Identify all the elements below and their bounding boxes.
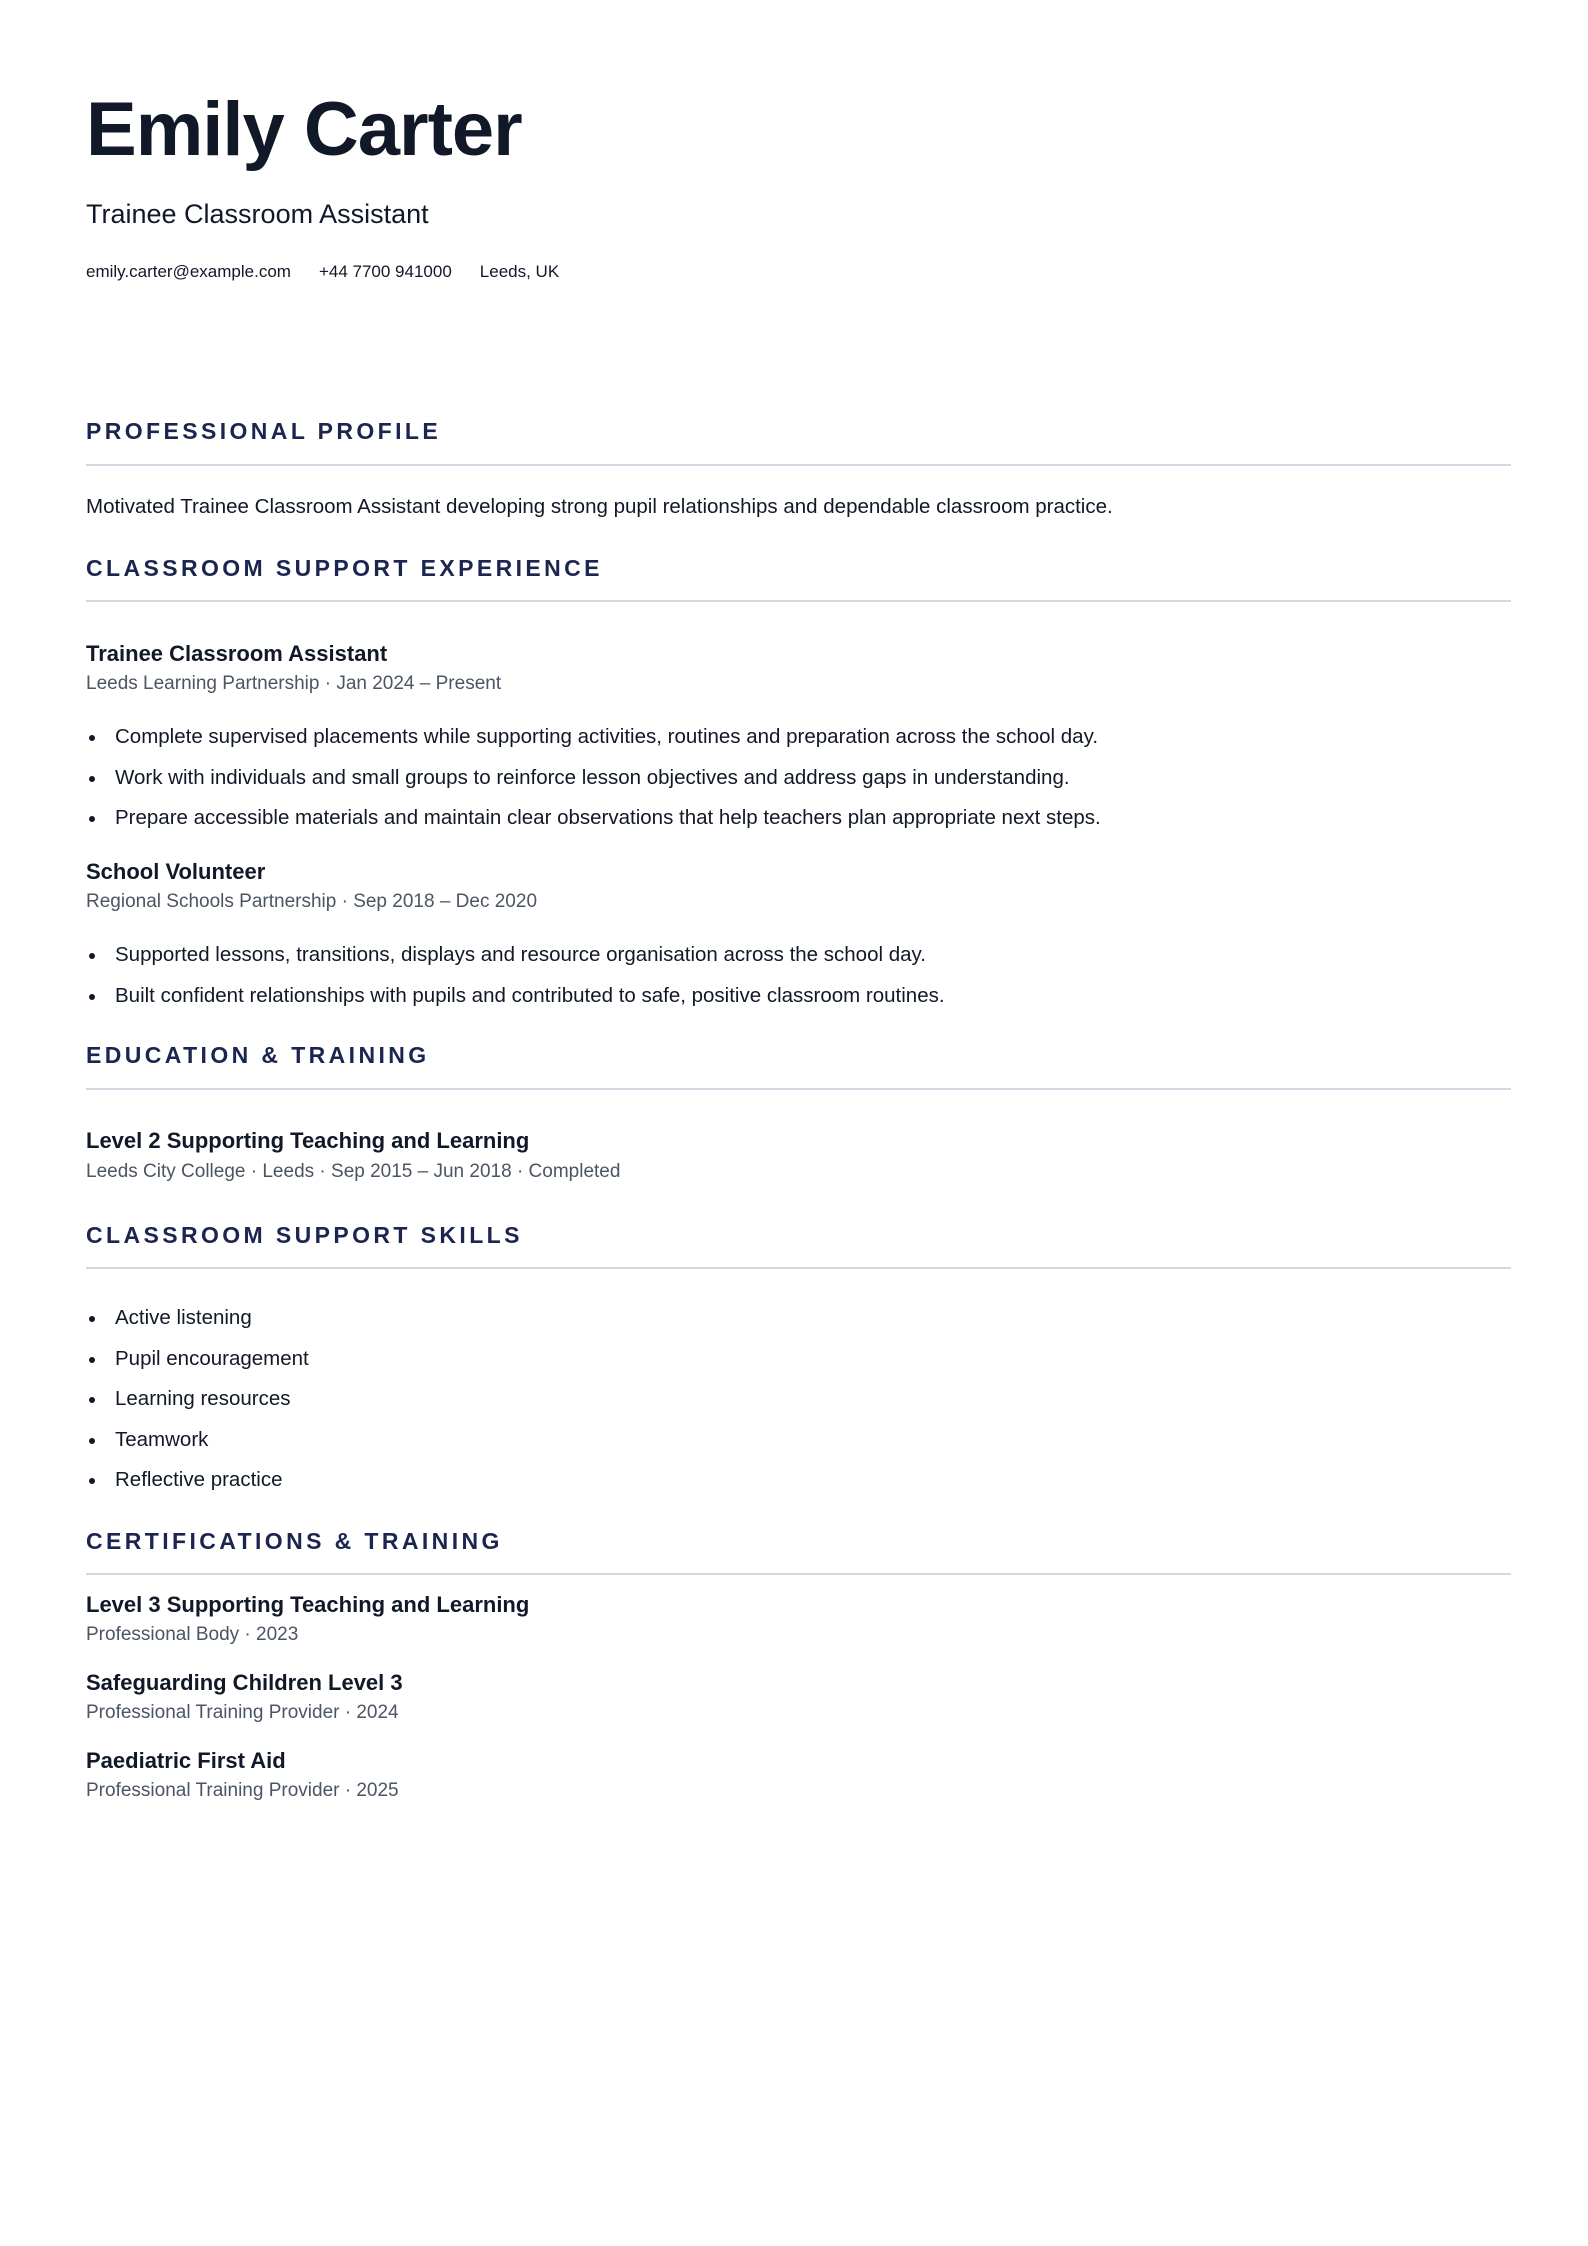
- contact-phone[interactable]: +44 7700 941000: [318, 262, 452, 281]
- contact-line: [86, 262, 559, 282]
- list-item: Prepare accessible materials and maintain clear observations that help teachers plan appropriate next steps.: [86, 798, 1101, 839]
- certification-title: Paediatric First Aid: [86, 1748, 286, 1773]
- job-title: School Volunteer: [86, 859, 266, 884]
- contact-location: Leeds, UK: [479, 262, 560, 281]
- section-divider: [86, 600, 1511, 602]
- section-divider: [86, 464, 1511, 466]
- section-divider: [86, 1267, 1511, 1269]
- contact-email[interactable]: emily.carter@example.com: [86, 262, 291, 281]
- list-item: Pupil encouragement: [86, 1339, 309, 1380]
- section-title-education: EDUCATION & TRAINING: [86, 1042, 430, 1068]
- education-meta: Leeds City College · Leeds · Sep 2015 – Jun 2018 · Completed: [86, 1161, 621, 1182]
- education-title: Level 2 Supporting Teaching and Learning: [86, 1128, 530, 1153]
- job-bullets: [86, 717, 1101, 839]
- section-title-profile: PROFESSIONAL PROFILE: [86, 418, 442, 444]
- certification-meta: Professional Body · 2023: [86, 1624, 299, 1645]
- section-title-experience: CLASSROOM SUPPORT EXPERIENCE: [86, 555, 603, 581]
- job-bullets: [86, 935, 945, 1016]
- list-item: Reflective practice: [86, 1460, 309, 1501]
- list-item: Teamwork: [86, 1420, 309, 1461]
- list-item: Work with individuals and small groups to reinforce lesson objectives and address gaps in understanding.: [86, 758, 1101, 799]
- list-item: Complete supervised placements while supporting activities, routines and preparation across the school day.: [86, 717, 1101, 758]
- list-item: Built confident relationships with pupils and contributed to safe, positive classroom routines.: [86, 976, 945, 1017]
- candidate-role: Trainee Classroom Assistant: [86, 199, 429, 229]
- candidate-name: Emily Carter: [86, 87, 522, 172]
- list-item: Active listening: [86, 1298, 309, 1339]
- job-meta: Regional Schools Partnership · Sep 2018 – Dec 2020: [86, 891, 538, 912]
- list-item: Learning resources: [86, 1379, 309, 1420]
- skills-list: [86, 1298, 309, 1501]
- section-title-skills: CLASSROOM SUPPORT SKILLS: [86, 1222, 523, 1248]
- list-item: Supported lessons, transitions, displays and resource organisation across the school day.: [86, 935, 945, 976]
- job-meta: Leeds Learning Partnership · Jan 2024 – Present: [86, 673, 502, 694]
- certification-meta: Professional Training Provider · 2024: [86, 1702, 399, 1723]
- job-title: Trainee Classroom Assistant: [86, 641, 388, 666]
- certification-title: Level 3 Supporting Teaching and Learning: [86, 1592, 530, 1617]
- section-divider: [86, 1573, 1511, 1575]
- section-divider: [86, 1088, 1511, 1090]
- profile-summary: Motivated Trainee Classroom Assistant developing strong pupil relationships and dependable classroom practice.: [86, 495, 1113, 518]
- certification-meta: Professional Training Provider · 2025: [86, 1780, 399, 1801]
- certification-title: Safeguarding Children Level 3: [86, 1670, 403, 1695]
- section-title-certifications: CERTIFICATIONS & TRAINING: [86, 1528, 503, 1554]
